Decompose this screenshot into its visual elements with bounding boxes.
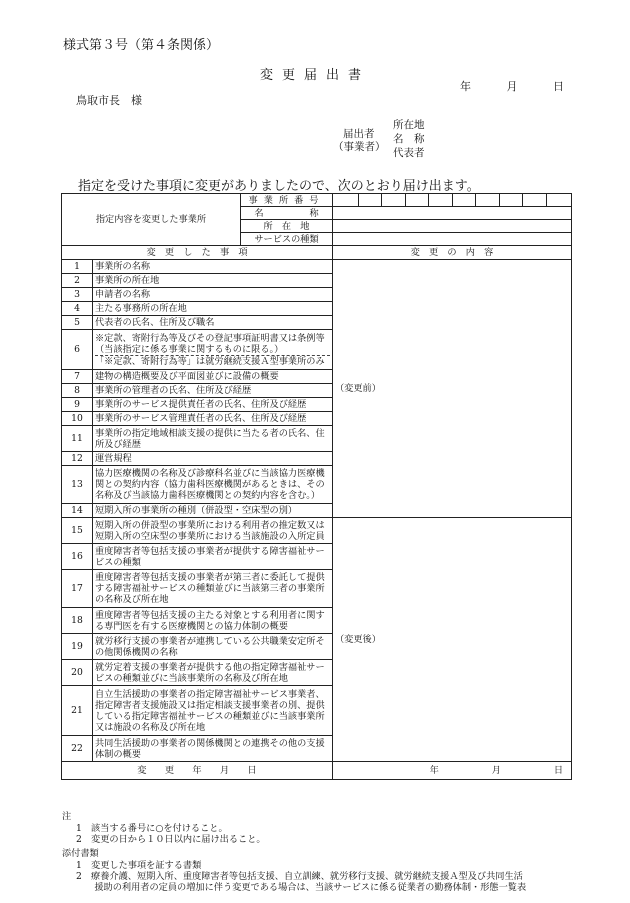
attachment-item: 2 療養介護、短期入所、重度障害者等包括支援、自立訓練、就労移行支援、就労継続支援Ａ型及び共同生活 [76,871,523,882]
item-number[interactable]: 16 [62,544,93,570]
office-address-input[interactable] [333,220,572,233]
item-text: 重度障害者等包括支援の事業者が第三者に委託して提供する障害福祉サービスの種類並びに当該第三者の事業所の名称及び所在地 [93,570,333,608]
changed-items-header: 変 更 し た 事 項 [62,246,333,260]
item-number[interactable]: 14 [62,504,93,518]
item-text: 事業所の所在地 [93,274,333,288]
document-title: 変更届出書 [259,68,370,83]
item-text: 重度障害者等包括支援の事業者が提供する障害福祉サービスの種類 [93,544,333,570]
office-name-input[interactable] [333,207,572,220]
item-text-main: ※定款、寄附行為等及びその登記事項証明書又は条例等（当該指定に係る事業に関するものに限る。） [95,332,325,355]
item-number[interactable]: 13 [62,466,93,504]
form-number-label: 様式第３号（第４条関係） [63,38,220,53]
item-number[interactable]: 6 [62,330,93,370]
item-number[interactable]: 21 [62,686,93,736]
attachment-item: 1 変更した事項を証する書類 [76,860,202,871]
addressee: 鳥取市長 様 [76,94,142,107]
item-text: 事業所のサービス提供責任者の氏名、住所及び経歴 [93,398,333,412]
item-number[interactable]: 11 [62,426,93,452]
service-type-input[interactable] [333,233,572,246]
item-number[interactable]: 9 [62,398,93,412]
reporter-label: 届出者 [343,128,375,140]
item-text: 運営規程 [93,452,333,466]
item-number[interactable]: 10 [62,412,93,426]
change-before-label: （変更前） [335,383,381,394]
office-section-label: 指定内容を変更した事業所 [62,194,241,246]
item-number[interactable]: 3 [62,288,93,302]
reporter-representative-label: 代表者 [393,147,425,159]
item-text: 事業所の名称 [93,260,333,274]
item-number[interactable]: 1 [62,260,93,274]
reporter-address-label: 所在地 [393,119,425,131]
item-text: 短期入所の併設型の事業所における利用者の推定数又は短期入所の空床型の事業所における当該施設の入所定員 [93,518,333,544]
item-number[interactable]: 8 [62,384,93,398]
date-month-label: 月 [506,80,518,93]
change-date-day: 日 [553,765,563,776]
change-date-month: 月 [491,765,501,776]
item-text [93,330,333,370]
change-before-field[interactable] [333,260,572,518]
change-date-label: 変 更 年 月 日 [62,762,333,780]
office-name-label: 名 称 [241,207,333,220]
note-item: 2 変更の日から１０日以内に届け出ること。 [76,834,266,845]
notes-title: 注 [62,811,72,822]
item-number[interactable]: 12 [62,452,93,466]
note-item: 1 該当する番号に○を付けること。 [76,823,228,834]
reporter-sublabel: （事業者） [333,141,386,153]
declaration-statement: 指定を受けた事項に変更がありましたので、次のとおり届け出ます。 [78,179,480,194]
submission-date [450,78,564,94]
change-notification-table [61,193,572,780]
item-text: 申請者の名称 [93,288,333,302]
item-text: 事業所の管理者の氏名、住所及び経歴 [93,384,333,398]
item-number[interactable]: 5 [62,316,93,330]
date-year-label: 年 [460,80,471,93]
change-after-field[interactable] [333,518,572,762]
office-address-label: 所 在 地 [241,220,333,233]
item-text: 協力医療機関の名称及び診療科名並びに当該協力医療機関との契約内容（協力歯科医療機関があるときは、その名称及び当該協力歯科医療機関との契約内容を含む。） [93,466,333,504]
item-text: 事業所のサービス管理責任者の氏名、住所及び経歴 [93,412,333,426]
item-text: 自立生活援助の事業者の指定障害福祉サービス事業者、指定障害者支援施設又は指定相談支援事業者の別、提供している指定障害福祉サービスの種類並びに当該事業所又は施設の名称及び所在地 [93,686,333,736]
attachment-item: 援助の利用者の定員の増加に伴う変更である場合は、当該サービスに係る従業者の勤務体制・形態一覧表 [76,882,527,893]
item-text: 短期入所の事業所の種別（併設型・空床型の別） [93,504,333,518]
item-text: 建物の構造概要及び平面図並びに設備の概要 [93,370,333,384]
item-text-note: 「※定款、寄附行為等」は就労継続支援Ａ型事業所のみ [95,355,330,367]
item-text: 共同生活援助の事業者の関係機関との連携その他の支援体制の概要 [93,736,333,762]
item-number[interactable]: 17 [62,570,93,608]
item-text: 事業所の指定地域相談支援の提供に当たる者の氏名、住所及び経歴 [93,426,333,452]
item-text: 主たる事務所の所在地 [93,302,333,316]
item-text: 重度障害者等包括支援の主たる対象とする利用者に関する専門医を有する医療機関との協力体制の概要 [93,608,333,634]
office-number-input[interactable] [333,194,572,207]
item-number[interactable]: 7 [62,370,93,384]
item-number[interactable]: 19 [62,634,93,660]
item-number[interactable]: 22 [62,736,93,762]
item-number[interactable]: 18 [62,608,93,634]
date-day-label: 日 [553,80,564,93]
item-text: 就労定着支援の事業者が提供する他の指定障害福祉サービスの種類並びに当該事業所の名称及び所在地 [93,660,333,686]
attachments-title: 添付書類 [62,848,99,859]
item-number[interactable]: 15 [62,518,93,544]
item-text: 就労移行支援の事業者が連携している公共職業安定所その他関係機関の名称 [93,634,333,660]
item-text: 代表者の氏名、住所及び職名 [93,316,333,330]
change-content-header: 変 更 の 内 容 [333,246,572,260]
service-type-label: サービスの種類 [241,233,333,246]
change-after-label: （変更後） [335,634,381,645]
reporter-name-label: 名 称 [393,133,425,145]
item-number[interactable]: 4 [62,302,93,316]
change-date-year: 年 [429,765,439,776]
change-date-input[interactable] [333,762,572,780]
item-number[interactable]: 2 [62,274,93,288]
office-number-label: 事業所番号 [241,194,333,207]
item-number[interactable]: 20 [62,660,93,686]
